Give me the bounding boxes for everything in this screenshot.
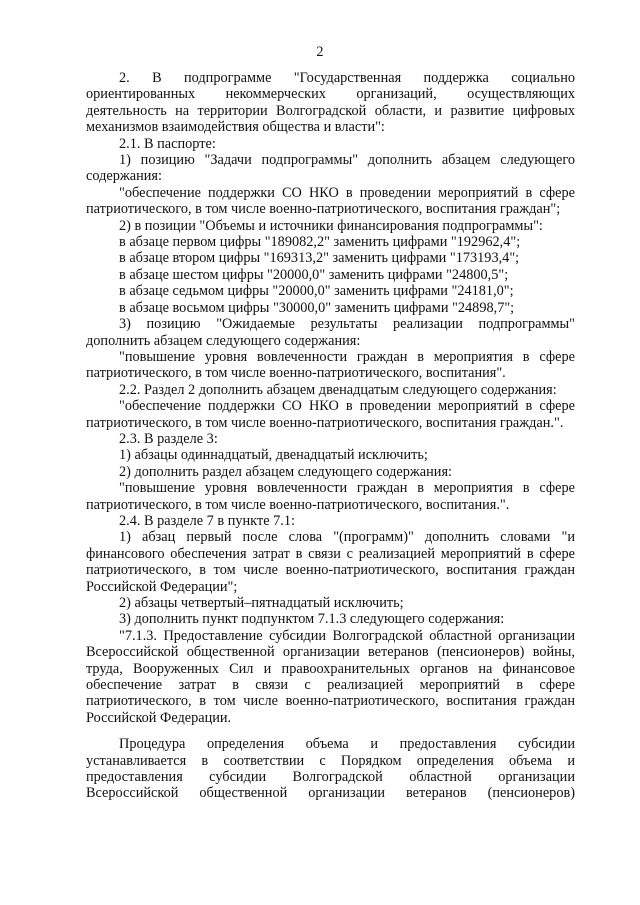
page-number: 2 (316, 44, 324, 60)
paragraph-amount-2: в абзаце втором цифры "169313,2" заменить цифрами "173193,4"; (119, 250, 520, 267)
paragraph-2-4-item-2: 2) абзацы четвертый–пятнадцатый исключить; (119, 595, 404, 611)
paragraph-2: 2. В подпрограмме "Государственная поддержка социально ориентированных некоммерческих организаций, осуществляющих деятельность на территории Волгоградской области, и развитие цифровых механизмов взаимодействия общества и власти": (86, 70, 575, 136)
paragraph-amount-8: в абзаце восьмом цифры "30000,0" заменить цифрами "24898,7"; (119, 299, 515, 316)
paragraph-2-1-item-3: 3) позицию "Ожидаемые результаты реализации подпрограммы" дополнить абзацем следующего содержания: (86, 316, 575, 349)
paragraph-amount-7: в абзаце седьмом цифры "20000,0" заменить цифрами "24181,0"; (119, 283, 514, 300)
paragraph-2-4: 2.4. В разделе 7 в пункте 7.1: (119, 512, 295, 529)
paragraph-2-2: 2.2. Раздел 2 дополнить абзацем двенадцатым следующего содержания: (119, 381, 557, 398)
paragraph-2-1-item-2: 2) в позиции "Объемы и источники финансирования подпрограммы": (119, 217, 543, 234)
paragraph-2-1: 2.1. В паспорте: (119, 135, 216, 152)
document-body (86, 70, 575, 802)
paragraph-7-1-3: "7.1.3. Предоставление субсидии Волгоградской областной организации Всероссийской общественной организации ветеранов (пенсионеров) войны, труда, Вооруженных Сил и правоохранительных органов на финансовое обеспечение затрат в связи с реализацией мероприятий в сфере патриотического, в том числе военно-патриотического, воспитания граждан Российской Федерации. (86, 627, 575, 726)
paragraph-amount-6: в абзаце шестом цифры "20000,0" заменить цифрами "24800,5"; (119, 266, 509, 283)
paragraph-2-3-item-1: 1) абзацы одиннадцатый, двенадцатый исключить; (119, 447, 428, 464)
paragraph-2-3-item-2: 2) дополнить раздел абзацем следующего содержания: (119, 463, 452, 480)
paragraph-2-4-item-3: 3) дополнить пункт подпунктом 7.1.3 следующего содержания: (119, 611, 505, 628)
paragraph-quote-section-2: "обеспечение поддержки СО НКО в проведении мероприятий в сфере патриотического, в том числе военно-патриотического, воспитания граждан.". (86, 398, 575, 431)
paragraph-quote-results: "повышение уровня вовлеченности граждан в мероприятия в сфере патриотического, в том числе военно-патриотического, воспитания". (86, 348, 575, 382)
paragraph-2-4-item-1: 1) абзац первый после слова "(программ)" дополнить словами "и финансового обеспечения затрат в связи с реализацией мероприятий в сфере патриотического, в том числе военно-патриотического, воспитания граждан Российской Федерации"; (86, 529, 575, 595)
paragraph-quote-section-3: "повышение уровня вовлеченности граждан в мероприятия в сфере патриотического, в том числе военно-патриотического, воспитания.". (86, 480, 575, 513)
paragraph-amount-1: в абзаце первом цифры "189082,2" заменить цифрами "192962,4"; (119, 234, 521, 251)
paragraph-2-1-item-1: 1) позицию "Задачи подпрограммы" дополнить абзацем следующего содержания: (86, 152, 575, 185)
paragraph-quote-tasks: "обеспечение поддержки СО НКО в проведении мероприятий в сфере патриотического, в том числе военно-патриотического, воспитания граждан"; (86, 184, 575, 218)
paragraph-2-3: 2.3. В разделе 3: (119, 430, 218, 447)
paragraph-procedure: Процедура определения объема и предоставления субсидии устанавливается в соответствии с Порядком определения объема и предоставления субсидии Волгоградской областной организации Всероссийской общественной организации ветеранов (пенсионеров) (86, 736, 575, 802)
